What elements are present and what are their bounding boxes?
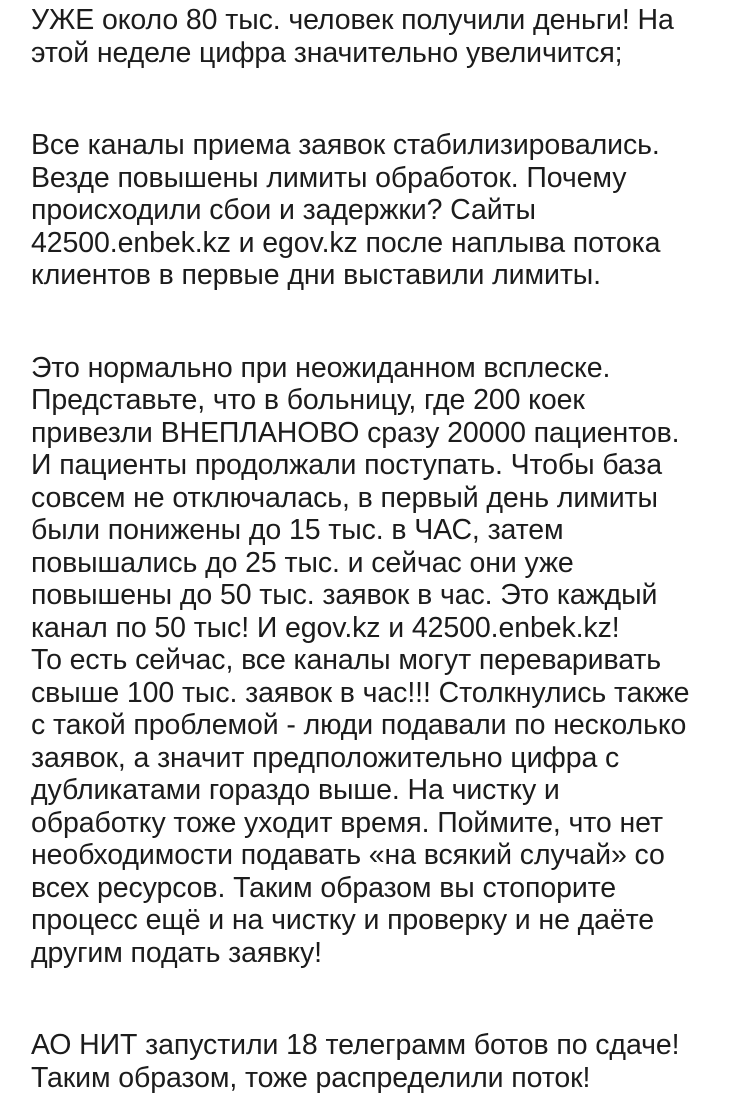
text-line: И пациенты продолжали поступать. Чтобы база <box>31 449 743 482</box>
text-line: всех ресурсов. Таким образом вы стопорите <box>31 872 743 905</box>
text-line: с такой проблемой - люди подавали по несколько <box>31 709 743 742</box>
text-line: повышены до 50 тыс. заявок в час. Это каждый <box>31 579 743 612</box>
text-line: Везде повышены лимиты обработок. Почему <box>31 162 743 195</box>
text-line: Таким образом, тоже распределили поток! <box>31 1062 743 1094</box>
text-line: были понижены до 15 тыс. в ЧАС, затем <box>31 514 743 547</box>
text-line: канал по 50 тыс! И egov.kz и 42500.enbek.kz! <box>31 612 743 645</box>
text-line: заявок, а значит предположительно цифра с <box>31 742 743 775</box>
text-line: 42500.enbek.kz и egov.kz после наплыва потока <box>31 227 743 260</box>
text-line: необходимости подавать «на всякий случай» со <box>31 839 743 872</box>
paragraph-gap <box>31 969 743 1029</box>
text-line: процесс ещё и на чистку и проверку и не даёте <box>31 904 743 937</box>
text-line: совсем не отключалась, в первый день лимиты <box>31 482 743 515</box>
text-line: Представьте, что в больницу, где 200 коек <box>31 384 743 417</box>
text-line: То есть сейчас, все каналы могут переваривать <box>31 644 743 677</box>
text-line: УЖЕ около 80 тыс. человек получили деньги! На <box>31 4 743 37</box>
text-line: другим подать заявку! <box>31 937 743 970</box>
text-line: этой неделе цифра значительно увеличится; <box>31 37 743 70</box>
text-line: повышались до 25 тыс. и сейчас они уже <box>31 547 743 580</box>
text-line: Все каналы приема заявок стабилизировались. <box>31 129 743 162</box>
text-line: Это нормально при неожиданном всплеске. <box>31 352 743 385</box>
paragraph-2 <box>31 129 743 292</box>
paragraph-4 <box>31 644 743 969</box>
paragraph-3 <box>31 352 743 645</box>
text-line: дубликатами гораздо выше. На чистку и <box>31 774 743 807</box>
text-line: привезли ВНЕПЛАНОВО сразу 20000 пациентов. <box>31 417 743 450</box>
text-line: происходили сбои и задержки? Сайты <box>31 194 743 227</box>
text-line: клиентов в первые дни выставили лимиты. <box>31 259 743 292</box>
text-line: АО НИТ запустили 18 телеграмм ботов по сдаче! <box>31 1029 743 1062</box>
paragraph-1 <box>31 4 743 69</box>
text-line: свыше 100 тыс. заявок в час!!! Столкнулись также <box>31 677 743 710</box>
document-body <box>31 4 743 1094</box>
text-line: обработку тоже уходит время. Поймите, что нет <box>31 807 743 840</box>
paragraph-5 <box>31 1029 743 1094</box>
paragraph-gap <box>31 292 743 352</box>
paragraph-gap <box>31 69 743 129</box>
